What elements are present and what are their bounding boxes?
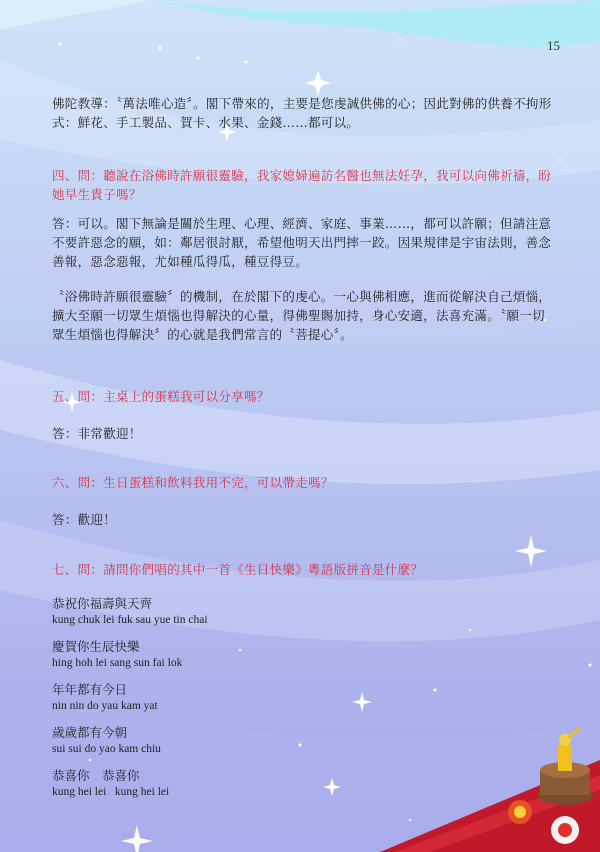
lyric-line-pinyin: kung chuk lei fuk sau yue tin chai	[52, 614, 208, 626]
question-4: 四、問：聽說在浴佛時許願很靈驗，我家媳婦遍訪名醫也無法妊孕，我可以向佛祈禱，盼她早生貴子嗎？	[52, 168, 552, 202]
lyric-line-chinese: 年年都有今日	[52, 682, 128, 697]
lyric-line-chinese: 慶賀你生辰快樂	[52, 639, 140, 654]
question-6: 六、問：生日蛋糕和飲料我用不完，可以帶走嗎？	[52, 475, 334, 490]
page-number: 15	[547, 38, 560, 53]
answer-6: 答：歡迎！	[52, 512, 117, 527]
lyric-line-pinyin: kung hei lei kung hei lei	[52, 786, 170, 798]
lyric-line-pinyin: hing hoh lei sang sun fai lok	[52, 657, 183, 669]
answer-4-part-1: 答：可以。閣下無論是關於生理、心理、經濟、家庭、事業……，都可以許願；但請注意不要許惡念的願，如：鄰居很討厭，希望他明天出門摔一跤。因果規律是宇宙法則，善念善報，惡念惡報，尤如種瓜得瓜，種豆得豆。	[52, 216, 552, 269]
question-5: 五、問：主桌上的蛋糕我可以分享嗎？	[52, 389, 270, 404]
lyric-line-chinese: 歲歲都有今朝	[52, 725, 128, 740]
question-7: 七、問：請問你們唱的其中一首《生日快樂》粵語版拼音是什麼？	[52, 562, 424, 577]
lyric-line-pinyin: nin nin do yau kam yat	[52, 700, 158, 712]
lyric-line-chinese: 恭喜你 恭喜你	[52, 768, 140, 783]
lyric-line-chinese: 恭祝你福壽與天齊	[52, 596, 153, 611]
paragraph-offering: 佛陀教導：〝萬法唯心造〞。閣下帶來的，主要是您虔誠供佛的心；因此對佛的供養不拘形式：鮮花、手工製品、賀卡、水果、金錢……都可以。	[52, 96, 552, 130]
answer-5: 答：非常歡迎！	[52, 426, 142, 441]
lyric-line-pinyin: sui sui do yao kam chiu	[52, 743, 161, 755]
answer-4-part-2: 〝浴佛時許願很靈驗〞的機制，在於閣下的虔心。一心與佛相應，進而從解決自己煩惱，擴大至願一切眾生煩惱也得解決的心量，得佛聖賜加持，身心安適，法喜充滿。〝願一切眾生煩惱也得解決〞的心就是我們常言的〝菩提心〞。	[52, 289, 552, 342]
